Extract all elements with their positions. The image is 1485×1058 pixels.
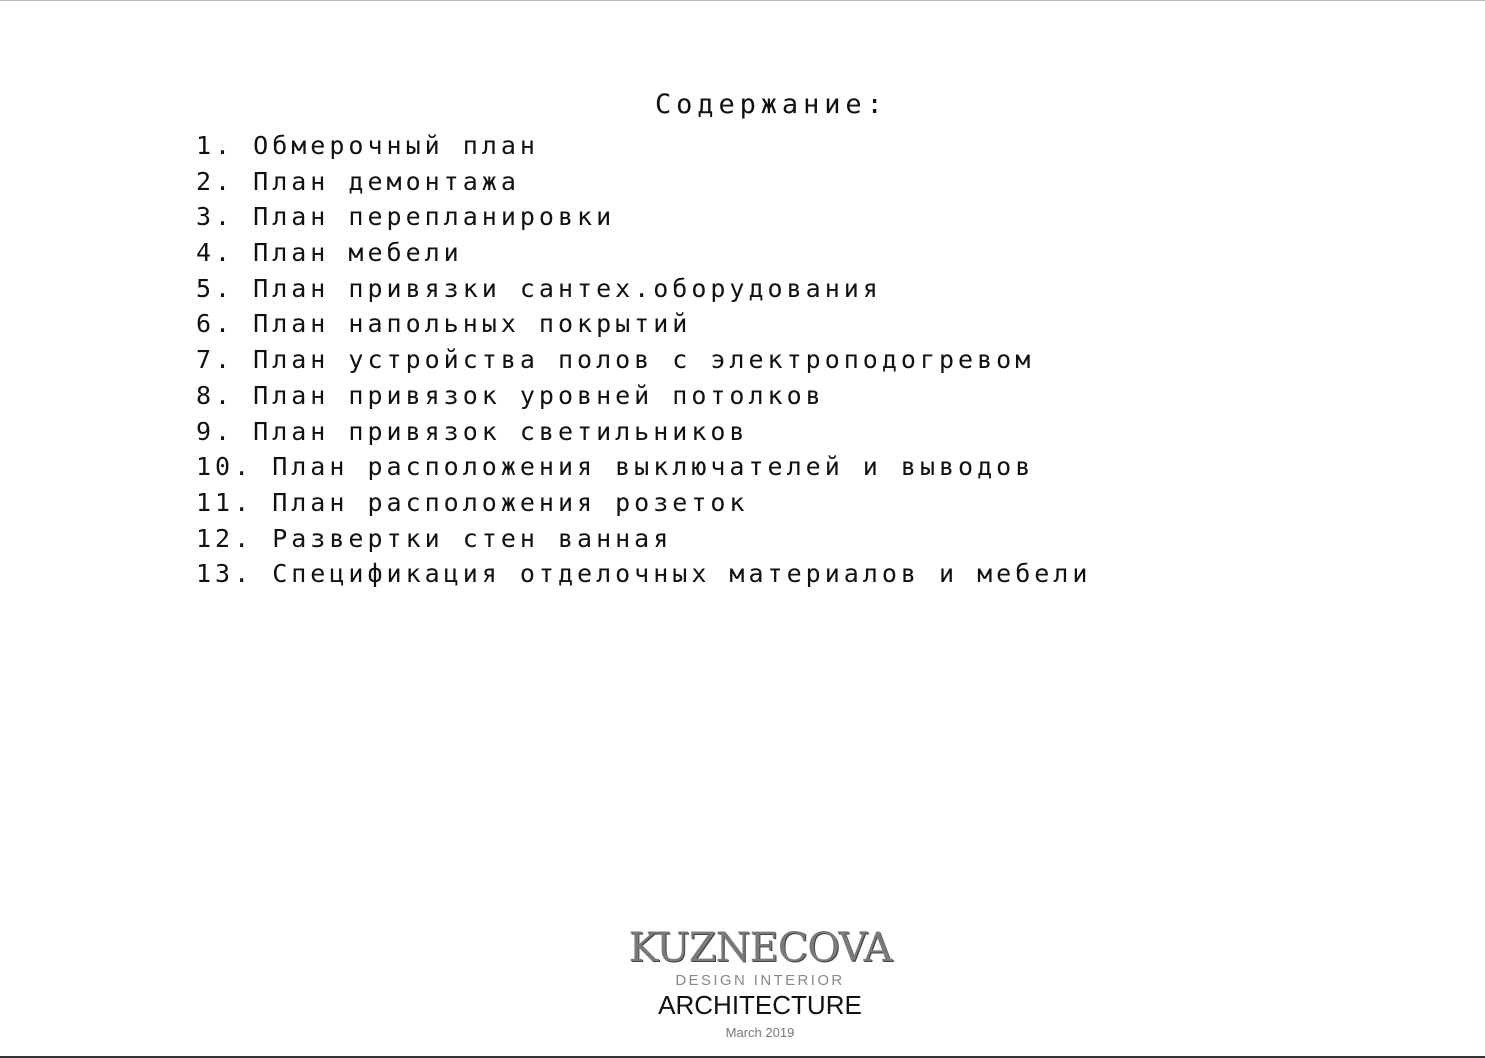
table-of-contents (196, 128, 1091, 592)
toc-item: 1. Обмерочный план (196, 131, 539, 160)
toc-item: 11. План расположения розеток (196, 487, 749, 517)
toc-item: 7. План устройства полов с электроподогревом (196, 345, 1035, 375)
toc-item: 5. План привязки сантех.оборудования (196, 273, 882, 303)
toc-item: 8. План привязок уровней потолков (196, 380, 825, 410)
logo-subtitle: DESIGN INTERIOR (675, 972, 845, 989)
toc-item: 6. План напольных покрытий (196, 309, 692, 339)
document-date: March 2019 (725, 1025, 795, 1040)
logo-architecture: ARCHITECTURE (658, 990, 862, 1020)
toc-item: 10. План расположения выключателей и выводов (196, 452, 1035, 482)
company-logo (600, 926, 920, 1019)
toc-item: 12. Развертки стен ванная (196, 523, 673, 553)
logo-name: KUZNECOVA (628, 925, 892, 971)
toc-item: 9. План привязок светильников (196, 416, 749, 446)
toc-item: 2. План демонтажа (196, 166, 520, 196)
toc-item: 4. План мебели (196, 238, 463, 268)
page-title: Содержание: (655, 89, 888, 120)
toc-item: 3. План перепланировки (196, 202, 616, 232)
toc-item: 13. Спецификация отделочных материалов и мебели (196, 559, 1092, 589)
